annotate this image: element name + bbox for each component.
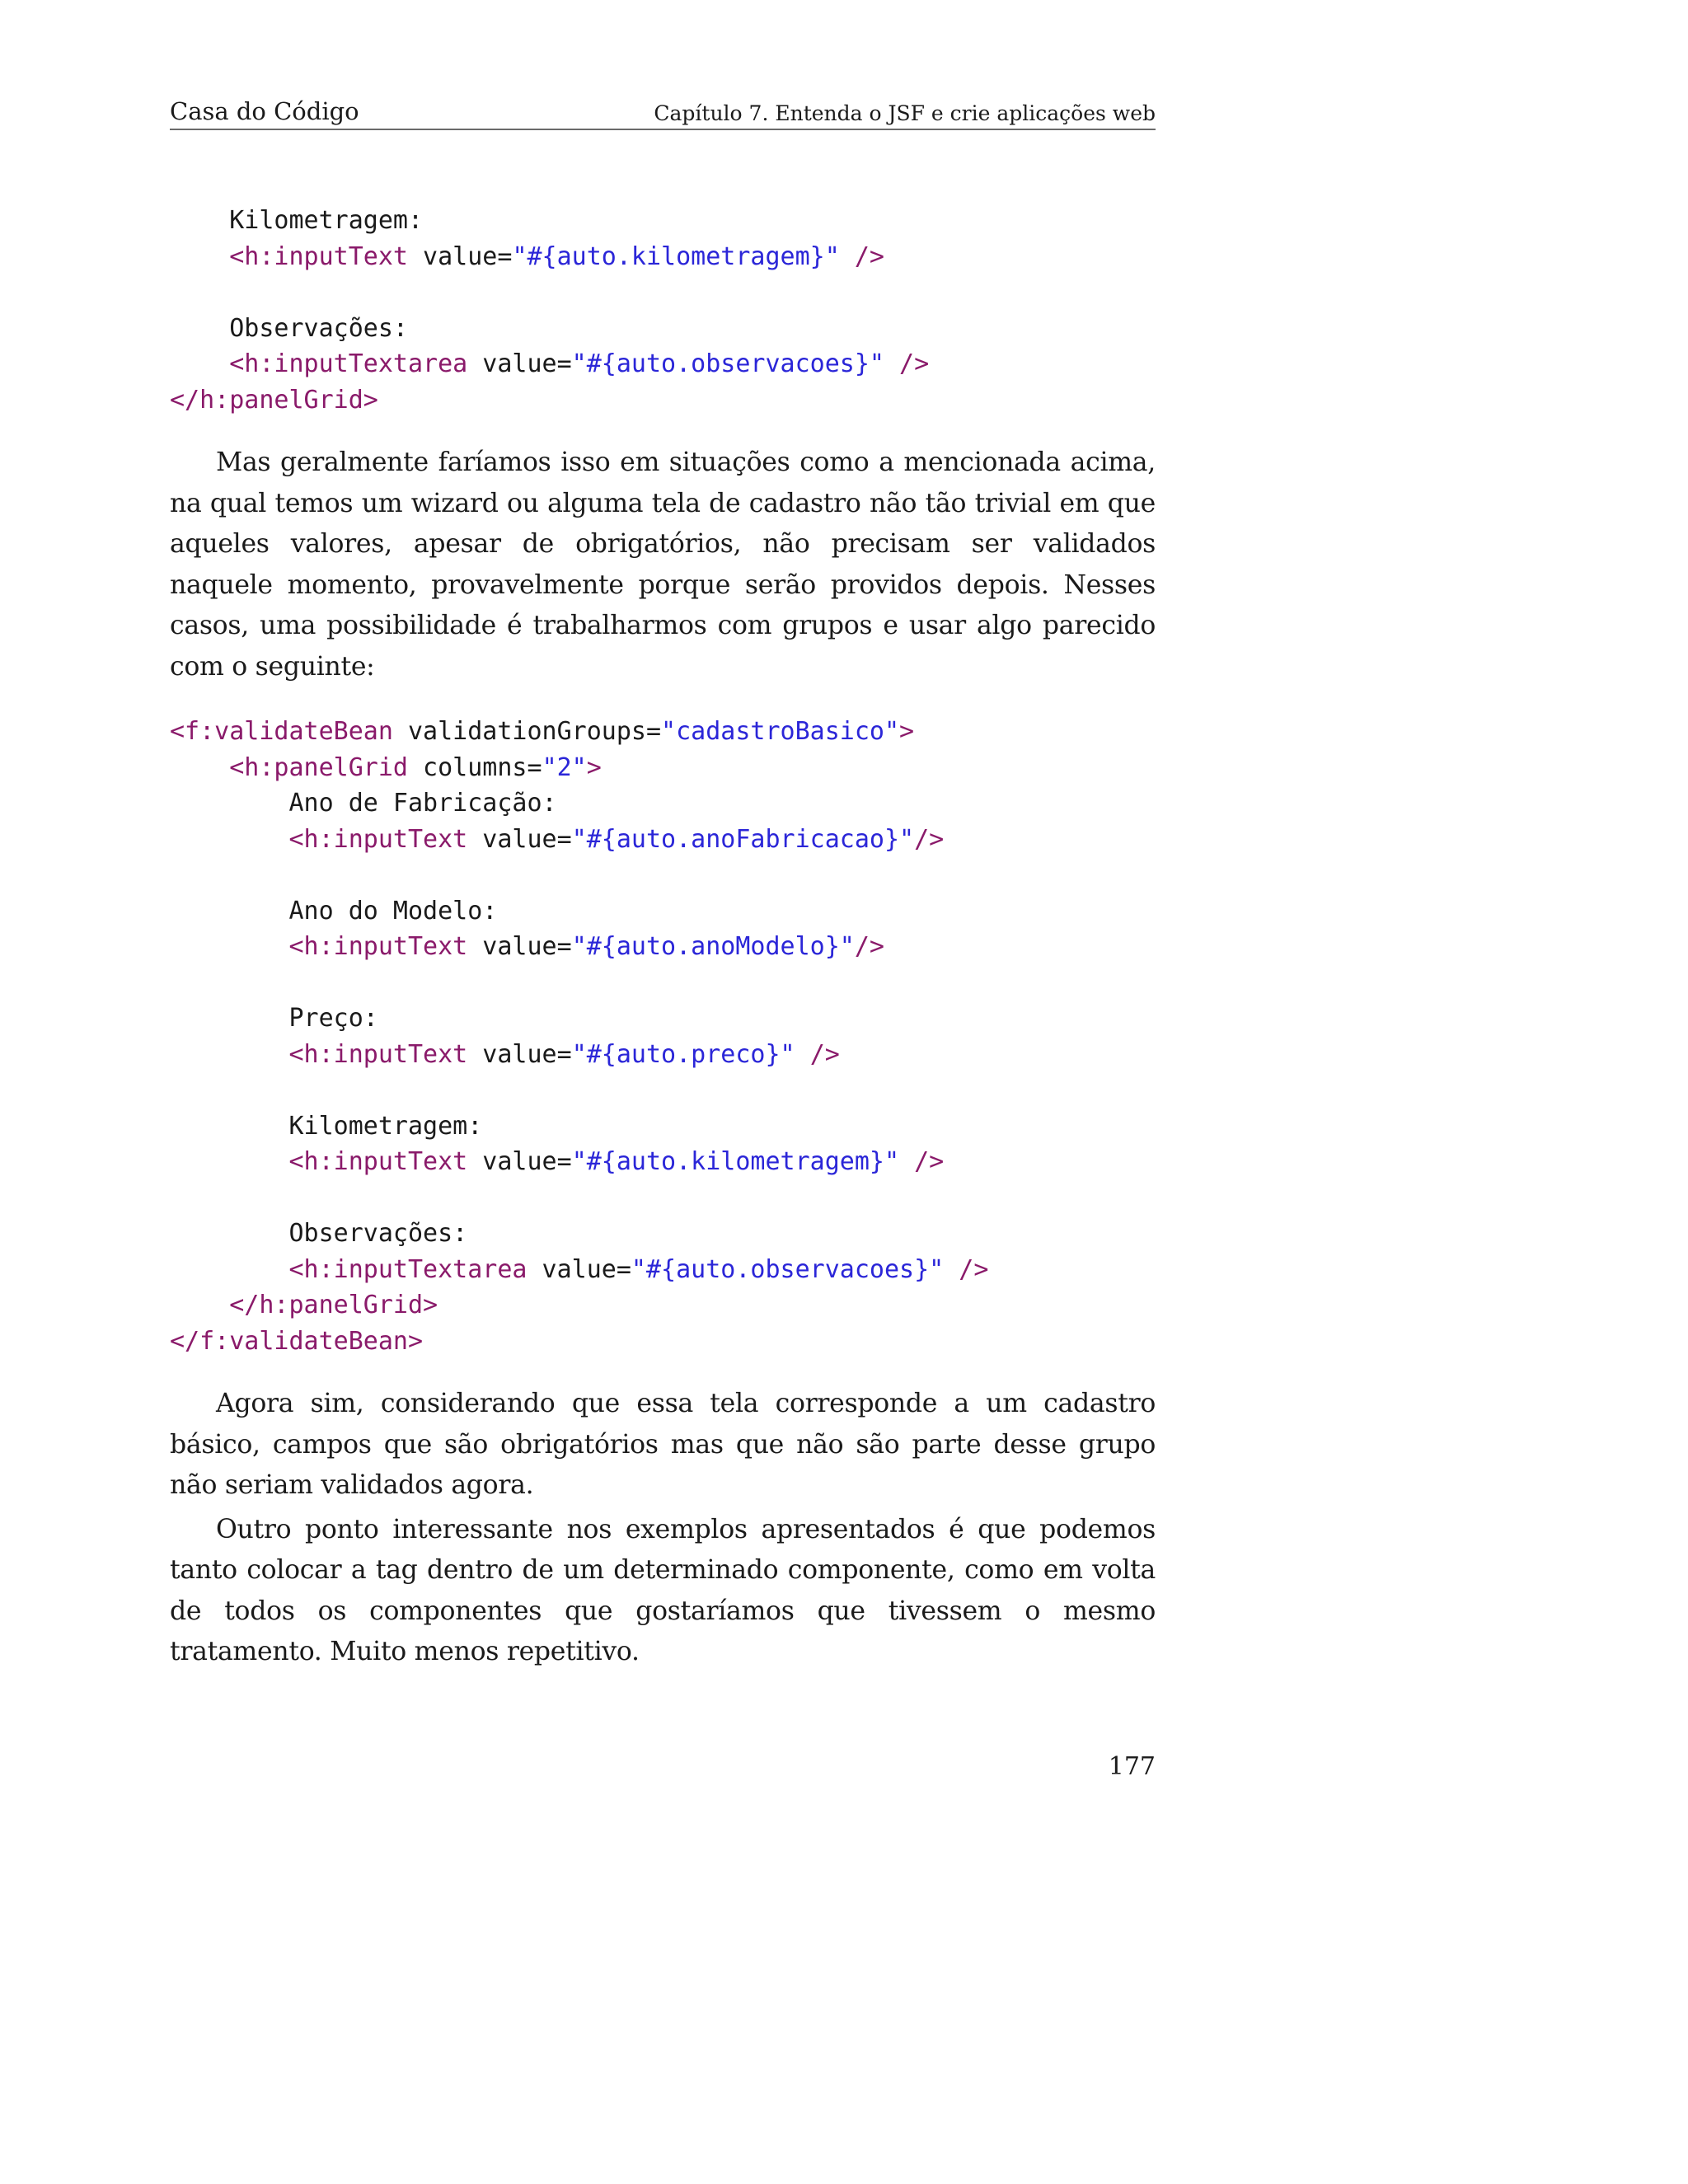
code-tag: <h:inputTextarea bbox=[229, 349, 468, 378]
code-tag: <h:inputText bbox=[288, 1147, 468, 1176]
code-text: Ano do Modelo: bbox=[170, 896, 498, 926]
code-text: value= bbox=[467, 1039, 572, 1069]
book-page bbox=[170, 97, 1156, 1781]
code-text bbox=[170, 242, 229, 271]
code-line bbox=[170, 750, 1156, 786]
code-tag: <h:inputText bbox=[288, 824, 468, 854]
code-line bbox=[170, 1324, 1156, 1360]
code-text: value= bbox=[467, 1147, 572, 1176]
paragraph-groups-intro: Mas geralmente faríamos isso em situações como a mencionada acima, na qual temos um wizard ou alguma tela de cadastro não tão trivial em que aqueles valores, apesar de obrigatórios, não precisam ser validados naquele momento, provavelmente porque serão providos depois. Nesses casos, uma possibilidade é trabalharmos com grupos e usar algo parecido com o seguinte: bbox=[170, 448, 1156, 682]
code-text bbox=[840, 242, 855, 271]
code-tag: </f:validateBean> bbox=[170, 1326, 424, 1356]
code-tag: /> bbox=[854, 932, 884, 961]
code-line bbox=[170, 893, 1156, 930]
code-line bbox=[170, 822, 1156, 858]
code-string: "#{auto.anoFabricacao}" bbox=[571, 824, 915, 854]
code-line bbox=[170, 1001, 1156, 1037]
code-text: value= bbox=[408, 241, 513, 271]
code-tag: > bbox=[586, 752, 602, 782]
code-text: value= bbox=[527, 1254, 631, 1284]
code-tag: <h:panelGrid bbox=[229, 752, 408, 782]
code-text bbox=[899, 1147, 914, 1176]
code-line bbox=[170, 346, 1156, 382]
code-string: "#{auto.observacoes}" bbox=[631, 1254, 945, 1284]
code-text bbox=[170, 1147, 289, 1176]
code-line bbox=[170, 311, 1156, 347]
code-tag: </h:panelGrid> bbox=[170, 385, 378, 415]
code-line bbox=[170, 1252, 1156, 1288]
code-tag: <f:validateBean bbox=[170, 717, 393, 746]
code-tag: <h:inputText bbox=[288, 932, 468, 961]
code-string: "#{auto.kilometragem}" bbox=[571, 1147, 900, 1176]
code-tag: </h:panelGrid> bbox=[229, 1291, 438, 1319]
code-line bbox=[170, 203, 1156, 239]
code-text bbox=[795, 1040, 810, 1069]
code-line bbox=[170, 239, 1156, 275]
code-text: Observações: bbox=[170, 313, 408, 343]
page-number: 177 bbox=[1108, 1751, 1156, 1781]
code-line bbox=[170, 714, 1156, 750]
code-text bbox=[170, 1291, 229, 1319]
code-text bbox=[884, 349, 899, 378]
code-line bbox=[170, 785, 1156, 822]
code-line bbox=[170, 274, 1156, 311]
code-line bbox=[170, 382, 1156, 419]
code-text bbox=[170, 753, 229, 782]
code-string: "2" bbox=[542, 752, 587, 782]
code-line bbox=[170, 1180, 1156, 1216]
code-tag: /> bbox=[809, 1039, 840, 1069]
code-string: "#{auto.observacoes}" bbox=[571, 349, 884, 378]
header-book-title: Casa do Código bbox=[170, 97, 359, 125]
code-text bbox=[170, 1255, 289, 1284]
code-tag: <h:inputText bbox=[288, 1039, 468, 1069]
code-tag: <h:inputText bbox=[229, 241, 408, 271]
code-tag: > bbox=[899, 717, 915, 746]
code-tag: /> bbox=[914, 1147, 945, 1176]
code-text: columns= bbox=[408, 752, 542, 782]
code-text: Kilometragem: bbox=[170, 1111, 483, 1141]
code-line bbox=[170, 1037, 1156, 1073]
paragraph-tag-placement: Outro ponto interessante nos exemplos apresentados é que podemos tanto colocar a tag dentro de um determinado componente, como em volta de todos os componentes que gostaríamos que tivessem o mesmo tratamento. Muito menos repetitivo. bbox=[170, 1514, 1156, 1666]
code-string: "#{auto.anoModelo}" bbox=[571, 932, 855, 961]
code-tag: /> bbox=[854, 241, 884, 271]
header-chapter-title: Capítulo 7. Entenda o JSF e crie aplicações web bbox=[654, 101, 1156, 125]
code-text bbox=[170, 932, 289, 961]
code-tag: <h:inputTextarea bbox=[288, 1254, 528, 1284]
code-text: validationGroups= bbox=[392, 717, 662, 746]
code-text: value= bbox=[467, 932, 572, 961]
code-block-2 bbox=[170, 714, 1156, 1359]
code-tag: /> bbox=[899, 349, 930, 378]
code-line bbox=[170, 857, 1156, 893]
code-string: "#{auto.preco}" bbox=[571, 1039, 795, 1069]
code-text: Observações: bbox=[170, 1219, 468, 1248]
code-text: value= bbox=[467, 824, 572, 854]
code-text bbox=[170, 825, 289, 854]
code-line bbox=[170, 1072, 1156, 1108]
code-line bbox=[170, 1287, 1156, 1324]
code-text bbox=[170, 349, 229, 378]
code-line bbox=[170, 965, 1156, 1001]
code-text: value= bbox=[467, 349, 572, 378]
code-line bbox=[170, 929, 1156, 965]
code-line bbox=[170, 1144, 1156, 1180]
code-text bbox=[170, 1040, 289, 1069]
code-string: "cadastroBasico" bbox=[661, 717, 900, 746]
code-string: "#{auto.kilometragem}" bbox=[512, 241, 840, 271]
code-line bbox=[170, 1108, 1156, 1145]
code-block-1 bbox=[170, 203, 1156, 418]
code-tag: /> bbox=[959, 1254, 989, 1284]
code-text: Kilometragem: bbox=[170, 206, 424, 235]
running-header bbox=[170, 97, 1156, 130]
code-tag: /> bbox=[914, 824, 945, 854]
code-text: Preço: bbox=[170, 1004, 378, 1033]
code-text bbox=[944, 1255, 959, 1284]
code-text: Ano de Fabricação: bbox=[170, 789, 557, 818]
paragraph-basic-register: Agora sim, considerando que essa tela corresponde a um cadastro básico, campos que são obrigatórios mas que não são parte desse grupo não seriam validados agora. bbox=[170, 1389, 1156, 1500]
code-line bbox=[170, 1216, 1156, 1252]
